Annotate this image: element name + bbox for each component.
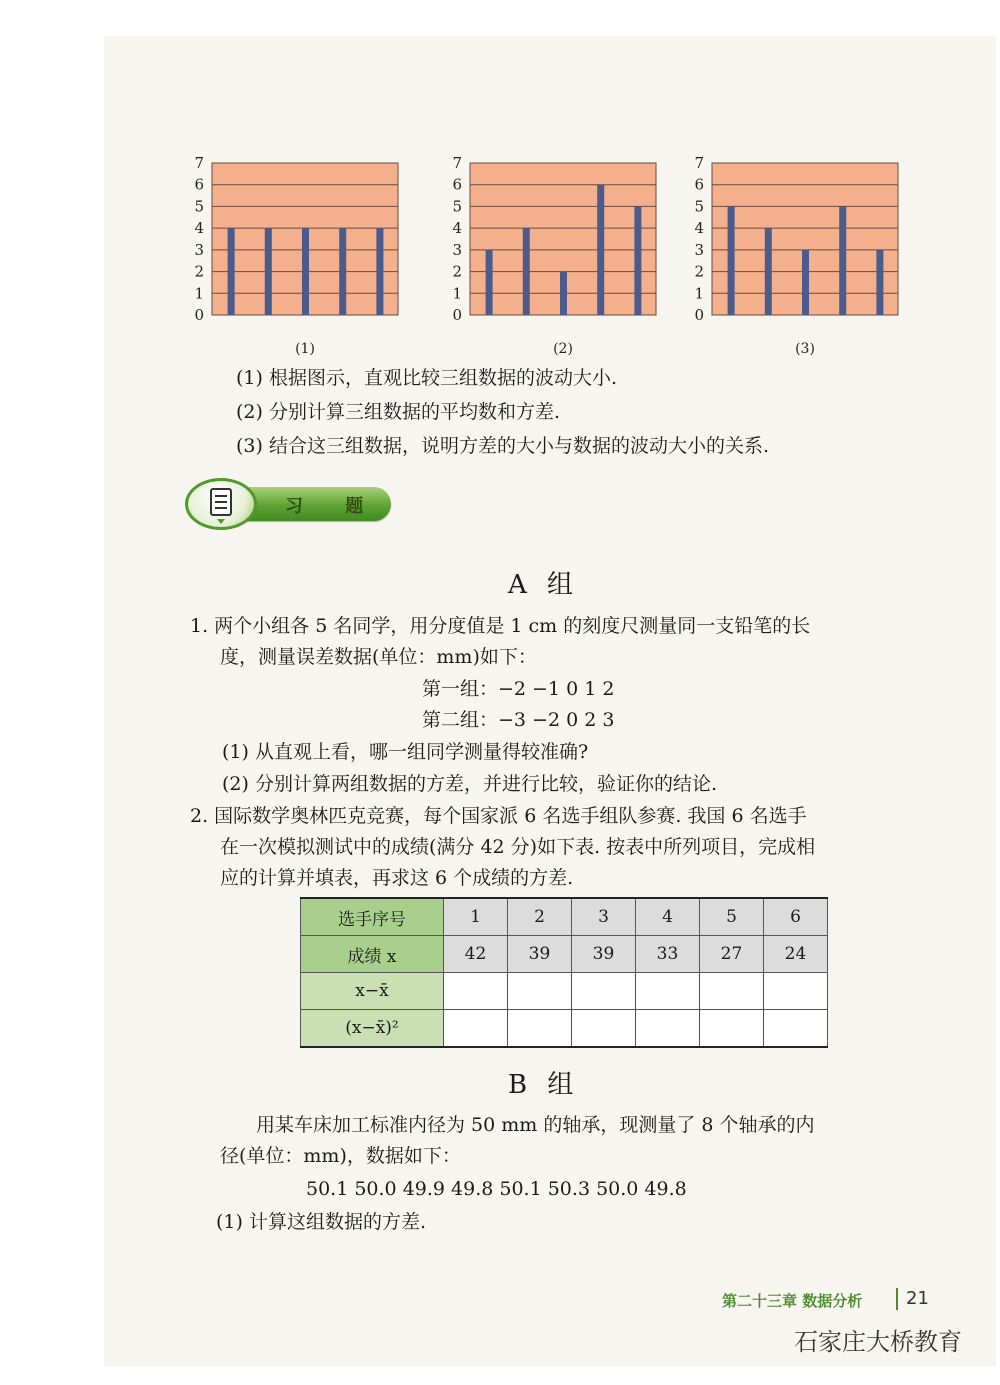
- table-cell-blank: [508, 973, 572, 1010]
- bar: [876, 250, 883, 315]
- y-tick-label: 6: [194, 175, 204, 194]
- bar: [339, 228, 346, 315]
- score-table: [300, 897, 828, 1048]
- y-tick-label: 3: [194, 240, 204, 259]
- y-tick-label: 5: [694, 197, 704, 216]
- chapter-label: 第二十三章 数据分析: [722, 1292, 863, 1310]
- problem-2-line-1: 2. 国际数学奥林匹克竞赛，每个国家派 6 名选手组队参赛. 我国 6 名选手: [190, 805, 807, 827]
- y-tick-label: 2: [694, 262, 704, 281]
- bar: [523, 228, 530, 315]
- question-2: (2) 分别计算三组数据的平均数和方差.: [236, 401, 560, 423]
- table-cell-blank: [636, 973, 700, 1010]
- table-cell: 2: [508, 898, 572, 936]
- y-tick-label: 6: [452, 175, 462, 194]
- table-cell: 39: [572, 936, 636, 973]
- exercise-banner: [185, 478, 393, 530]
- table-cell: 42: [444, 936, 508, 973]
- y-tick-label: 0: [694, 306, 704, 324]
- table-cell: 27: [700, 936, 764, 973]
- bar: [765, 228, 772, 315]
- table-cell: 39: [508, 936, 572, 973]
- y-tick-label: 3: [452, 240, 462, 259]
- table-cell-blank: [572, 1010, 636, 1048]
- y-tick-label: 4: [452, 219, 462, 238]
- y-tick-label: 4: [194, 219, 204, 238]
- question-3: (3) 结合这三组数据，说明方差的大小与数据的波动大小的关系.: [236, 435, 769, 457]
- y-tick-label: 7: [194, 154, 204, 172]
- group-b-line-2: 径(单位：mm)，数据如下：: [220, 1145, 461, 1167]
- table-cell: 33: [636, 936, 700, 973]
- bearing-data: 50.1 50.0 49.9 49.8 50.1 50.3 50.0 49.8: [306, 1178, 687, 1200]
- problem-1-line-1: 1. 两个小组各 5 名同学，用分度值是 1 cm 的刻度尺测量同一支铅笔的长: [190, 615, 811, 637]
- bar: [597, 185, 604, 315]
- problem-1-q2: (2) 分别计算两组数据的方差，并进行比较，验证你的结论.: [222, 773, 717, 795]
- table-cell-blank: [700, 973, 764, 1010]
- table-cell-blank: [444, 1010, 508, 1048]
- row-header-score: 成绩 x: [301, 936, 444, 973]
- problem-1-line-2: 度，测量误差数据(单位：mm)如下：: [220, 646, 537, 668]
- table-cell-blank: [572, 973, 636, 1010]
- table-row: [301, 973, 828, 1010]
- table-cell: 24: [764, 936, 828, 973]
- bar: [802, 250, 809, 315]
- problem-1-q1: (1) 从直观上看，哪一组同学测量得较准确?: [222, 741, 589, 763]
- table-cell-blank: [636, 1010, 700, 1048]
- row-header-squared-deviation: (x−x̄)²: [301, 1010, 444, 1048]
- group-a-title: A 组: [508, 570, 580, 600]
- bar: [728, 206, 735, 315]
- y-tick-label: 0: [194, 306, 204, 324]
- y-tick-label: 6: [694, 175, 704, 194]
- bar: [302, 228, 309, 315]
- y-tick-label: 5: [452, 197, 462, 216]
- y-tick-label: 1: [194, 284, 204, 303]
- table-row: [301, 936, 828, 973]
- chart-caption: (2): [553, 341, 573, 357]
- y-tick-label: 2: [452, 262, 462, 281]
- y-tick-label: 4: [694, 219, 704, 238]
- row-header-id: 选手序号: [301, 898, 444, 936]
- table-cell: 1: [444, 898, 508, 936]
- bar: [839, 206, 846, 315]
- problem-2-line-3: 应的计算并填表，再求这 6 个成绩的方差.: [220, 867, 574, 889]
- row-header-deviation: x−x̄: [301, 973, 444, 1010]
- y-tick-label: 7: [452, 154, 462, 172]
- bar-chart-2: [448, 155, 668, 355]
- bar: [228, 228, 235, 315]
- group-1-data: 第一组：−2 −1 0 1 2: [422, 678, 615, 700]
- group-2-data: 第二组：−3 −2 0 2 3: [422, 709, 615, 731]
- notepad-icon: [185, 478, 257, 530]
- y-tick-label: 0: [452, 306, 462, 324]
- bar: [634, 206, 641, 315]
- y-tick-label: 1: [452, 284, 462, 303]
- bar: [265, 228, 272, 315]
- watermark: 石家庄大桥教育: [794, 1328, 962, 1356]
- y-tick-label: 5: [194, 197, 204, 216]
- chart-caption: (3): [795, 341, 815, 357]
- bar: [560, 272, 567, 315]
- table-cell-blank: [700, 1010, 764, 1048]
- y-tick-label: 3: [694, 240, 704, 259]
- bar-chart-3: [690, 155, 910, 355]
- table-cell: 4: [636, 898, 700, 936]
- table-row: [301, 898, 828, 936]
- bar: [486, 250, 493, 315]
- chart-caption: (1): [295, 341, 315, 357]
- banner-label: 习 题: [285, 496, 382, 517]
- group-b-title: B 组: [508, 1070, 580, 1100]
- question-1: (1) 根据图示，直观比较三组数据的波动大小.: [236, 367, 617, 389]
- table-cell-blank: [508, 1010, 572, 1048]
- bar: [376, 228, 383, 315]
- table-cell-blank: [764, 1010, 828, 1048]
- page-number: 21: [906, 1288, 929, 1309]
- problem-2-line-2: 在一次模拟测试中的成绩(满分 42 分)如下表. 按表中所列项目，完成相: [220, 836, 816, 858]
- table-cell-blank: [444, 973, 508, 1010]
- table-cell: 6: [764, 898, 828, 936]
- group-b-q1: (1) 计算这组数据的方差.: [216, 1211, 426, 1233]
- table-cell: 5: [700, 898, 764, 936]
- table-cell-blank: [764, 973, 828, 1010]
- y-tick-label: 1: [694, 284, 704, 303]
- table-row: [301, 1010, 828, 1048]
- table-cell: 3: [572, 898, 636, 936]
- footer-divider: [896, 1288, 898, 1310]
- y-tick-label: 2: [194, 262, 204, 281]
- bar-chart-1: [190, 155, 410, 355]
- group-b-line-1: 用某车床加工标准内径为 50 mm 的轴承，现测量了 8 个轴承的内: [256, 1114, 815, 1136]
- y-tick-label: 7: [694, 154, 704, 172]
